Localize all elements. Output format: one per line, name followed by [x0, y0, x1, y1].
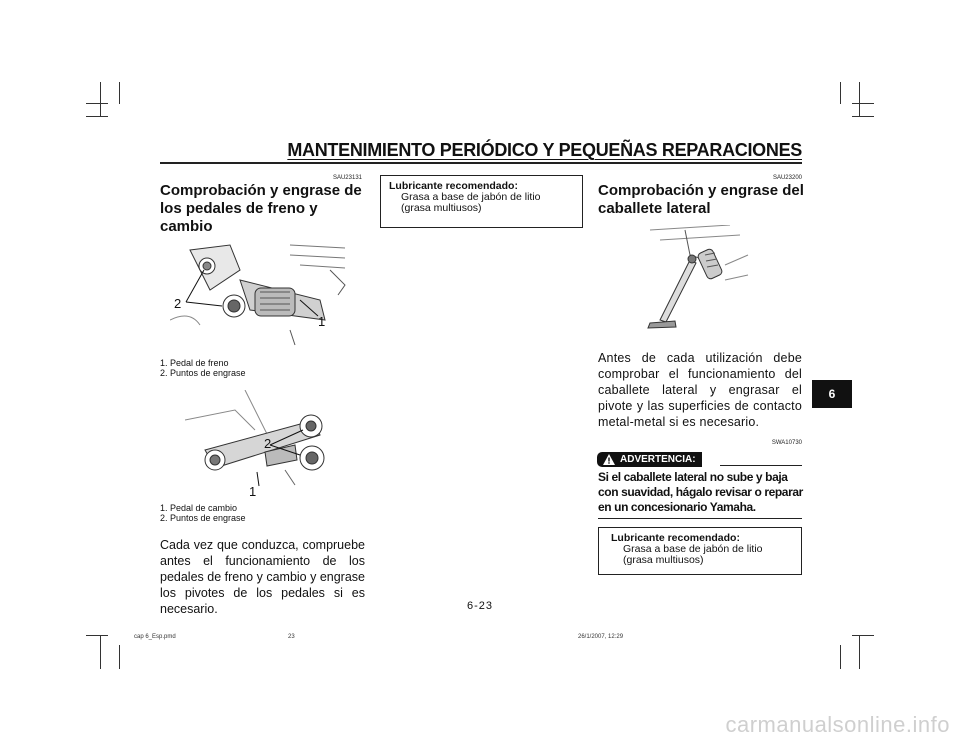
body-paragraph: Cada vez que conduzca, compruebe antes el funcionamiento de los pedales de freno y cambio y engrase los pivotes de los pedales si es necesario. — [160, 538, 365, 616]
crop-mark — [119, 645, 120, 669]
section-code: SAU23200 — [772, 175, 802, 181]
footer-num: 23 — [288, 634, 295, 640]
crop-mark — [852, 635, 874, 636]
crop-mark — [100, 635, 101, 669]
shift-pedal-figure — [185, 390, 335, 490]
crop-mark — [840, 82, 841, 104]
crop-mark — [86, 116, 108, 117]
callout-label: 2 — [174, 296, 182, 311]
warning-text: Si el caballete lateral no sube y baja con suavidad, hágalo revisar o reparar en un concesionario Yamaha. — [598, 470, 803, 514]
header-rule — [160, 162, 802, 164]
crop-mark — [86, 635, 108, 636]
callout-label: 1 — [318, 314, 326, 329]
crop-mark — [100, 82, 101, 116]
crop-mark — [119, 82, 120, 104]
figure-caption: 1. Pedal de cambio 2. Puntos de engrase — [160, 503, 246, 523]
crop-mark — [840, 645, 841, 669]
lubricant-box: Lubricante recomendado: Grasa a base de jabón de litio (grasa multiusos) — [598, 527, 802, 575]
crop-mark — [859, 82, 860, 116]
warning-bottom-rule — [598, 518, 802, 519]
section-code: SAU23131 — [332, 175, 362, 181]
warning-rule — [720, 465, 802, 466]
section-heading: Comprobación y engrase del caballete lateral — [598, 182, 804, 217]
lubricant-box: Lubricante recomendado: Grasa a base de jabón de litio (grasa multiusos) — [380, 175, 583, 228]
brake-pedal-figure — [170, 240, 355, 350]
callout-label: 2 — [264, 436, 272, 451]
body-paragraph: Antes de cada utilización debe comprobar el funcionamiento del caballete lateral y engrasar el pivote y las superficies de contacto metal-metal si es necesario. — [598, 351, 802, 429]
crop-mark — [852, 116, 874, 117]
footer-file: cap 6_Esp.pmd — [134, 634, 176, 640]
page-header-title: MANTENIMIENTO PERIÓDICO Y PEQUEÑAS REPARACIONES — [287, 140, 802, 160]
watermark: carmanualsonline.info — [725, 712, 950, 737]
warning-code: SWA10730 — [771, 440, 802, 446]
figure-caption: 1. Pedal de freno 2. Puntos de engrase — [160, 358, 246, 378]
section-heading: Comprobación y engrase de los pedales de freno y cambio — [160, 182, 362, 235]
footer-date: 26/1/2007, 12:29 — [578, 634, 624, 640]
crop-mark — [852, 103, 874, 104]
callout-label: 1 — [249, 484, 257, 499]
crop-mark — [859, 635, 860, 669]
crop-mark — [86, 103, 108, 104]
chapter-tab: 6 — [812, 380, 852, 408]
warning-triangle-icon — [603, 454, 615, 465]
page-number: 6-23 — [466, 600, 494, 612]
warning-badge: ADVERTENCIA: — [597, 452, 702, 467]
sidestand-figure — [630, 225, 750, 333]
